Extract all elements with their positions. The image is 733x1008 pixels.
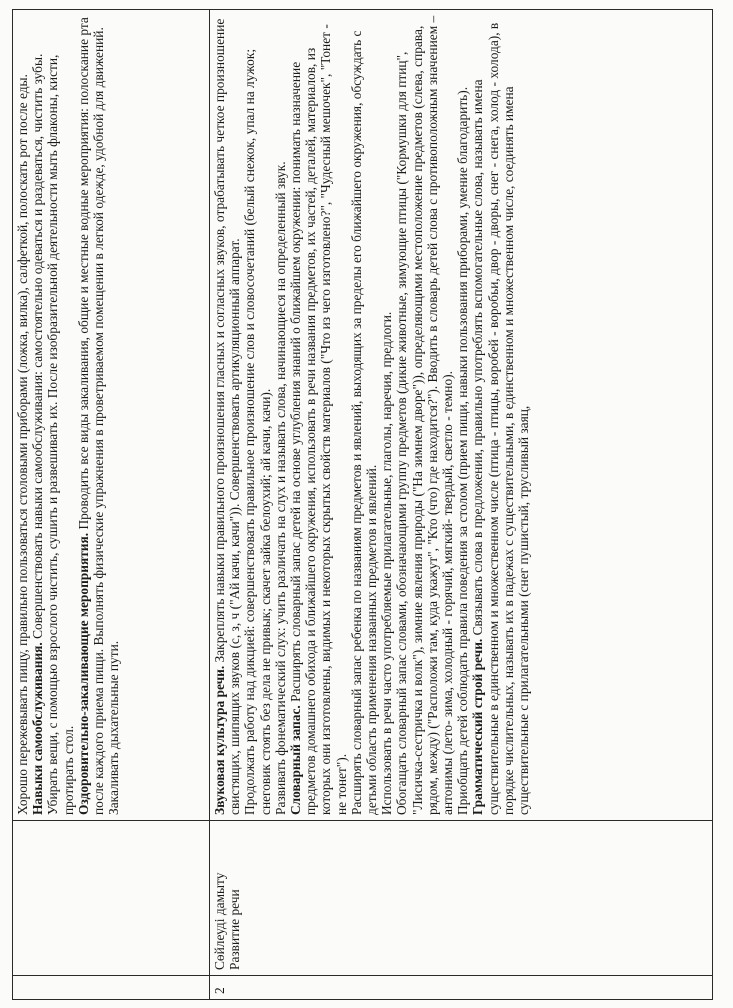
row-number: 2 [210, 976, 713, 1000]
paragraph: Использовать в речи часто употребляемые прилагательные, глаголы, наречия, предлоги. [379, 311, 395, 815]
paragraph: Приобщать детей соблюдать правила поведения за столом (прием пищи, навыки пользования приборами, умение благодарить). [455, 86, 471, 815]
row-number [13, 976, 210, 1000]
paragraph: Продолжать работу над дикцией: совершенствовать правильное произношение слов и словосочетаний (белый снежок, упал на лужок; снеговик стоять без дела не привык; скачет зайка белоухий; ай качи, качи). [242, 48, 273, 815]
plan-table [12, 9, 713, 1000]
paragraph: Звуковая культура речи. Закреплять навыки правильного произношения гласных и согласных звуков, отрабатывать четкое произношение свистящих, шипящих звуков (с, з, ч ("Ай качи, качи")). Совершенствовать артикуляционный аппарат. [212, 18, 243, 815]
table-row [13, 10, 210, 1000]
subject-cell [13, 821, 210, 976]
content-cell [13, 10, 210, 821]
subject-cell [210, 821, 713, 976]
paragraph: Развивать фонематический слух: учить различать на слух и называть слова, начинающиеся на определенный звук. [272, 161, 288, 815]
paragraph: Словарный запас. Расширять словарный запас детей на основе углубления знаний о ближайшем окружении: понимать назначение предметов домашнего обихода и ближайшего окружения, использовать в речи названия предметов, их частей, деталей, материалов, из которых они изготовлены, видимых и некоторых скрытых свойств материалов ("Что из чего изготовлено?", "Чудесный мешочек", "Тонет - не тонет"). [288, 24, 349, 815]
subject-kz: Сөйлеуді дамыту [212, 872, 227, 970]
paragraph: Грамматический строй речи. Связывать слова в предложении, правильно употреблять вспомогательные слова, называть имена существительные в единственном и множественном числе (птица - птицы, воробей - воробьи, двор - дворы, снег - снега, холод - холода), в порядке числительных, называть их в падежах с существительными, в единственном и множественном числе, соединять имена существительные с прилагательными (снег пушистый, трусливый заяц, [470, 22, 532, 815]
table-row [210, 10, 713, 1000]
paragraph: Навыки самообслуживания. Совершенствовать навыки самообслуживания: самостоятельно одеваться и раздеваться, чистить зубы. Убирать вещи, с помощью взрослого чистить, сушить и развешивать их. После изобразительной деятельности мыть флаконы, кисти, протирать стол. [30, 53, 76, 815]
content-cell [210, 10, 713, 821]
paragraph: Расширять словарный запас ребенка по названиям предметов и явлений, выходящих за пределы его ближайшего окружения, обсуждать с детьми область применения названных предметов и явлений. [348, 30, 380, 815]
paragraph: Оздоровительно-закаливающие мероприятия. Проводить все виды закаливания, общие и местные водные мероприятия: полоскание рта после каждого приема пищи. Выполнять физические упражнения в проветриваемом помещении в легкой одежде, удобной для движений. Закаливать дыхательные пути. [75, 17, 122, 815]
paragraph: Хорошо пережевывать пищу, правильно пользоваться столовыми приборами (ложка, вилка), салфеткой, полоскать рот после еды. [15, 74, 30, 815]
paragraph: Обогащать словарный запас словами, обозначающими группу предметов (дикие животные, зимующие птицы ("Кормушки для птиц", "Лисичка-сестричка и волк"), зимние явления природы ("На зимнем дворе")), определяющими местоположение предметов (слева, справа, рядом, между) ("Расположи там, куда укажут", "Кто (что) где находится?"). Вводить в словарь детей слова с противоположным значением – антонимы (лето- зима, холодный - горячий, мягкий- твердый, светло - темно). [394, 15, 456, 815]
subject-ru: Развитие речи [227, 889, 243, 970]
rotated-content [12, 10, 712, 1000]
